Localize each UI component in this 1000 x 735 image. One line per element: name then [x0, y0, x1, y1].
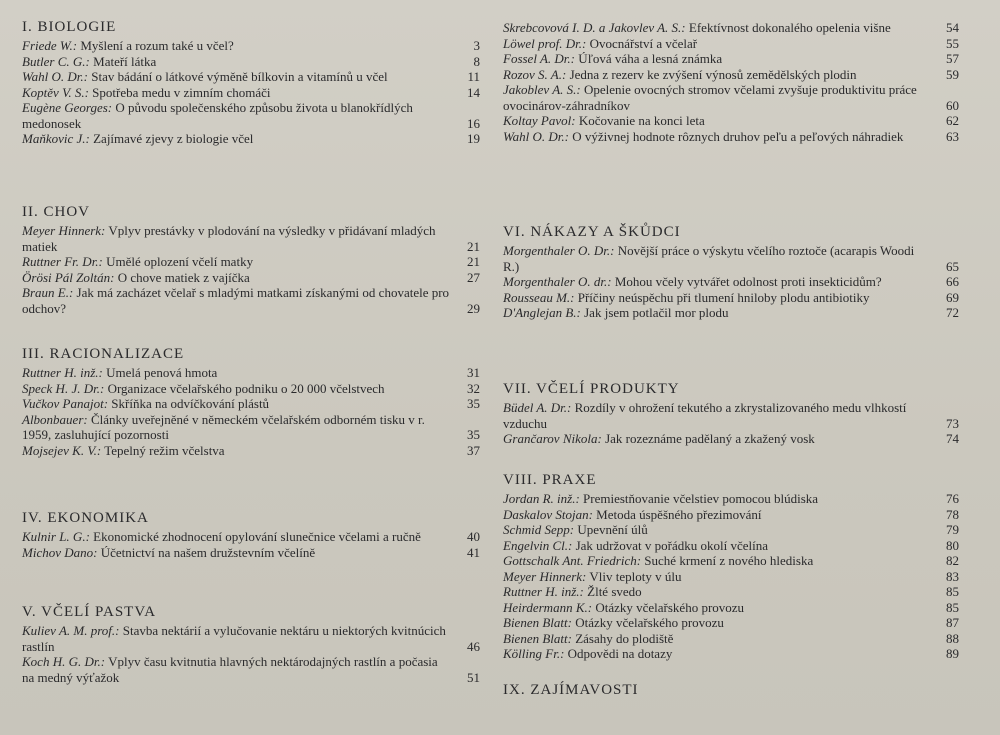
- entry-title: Vplyv času kvitnutia hlavných nektárodajných rastlín a počasia na medný výťažok: [22, 654, 438, 685]
- entry-page-number: 82: [946, 553, 959, 568]
- entry-page-number: 83: [946, 568, 959, 584]
- toc-entry[interactable]: [503, 600, 959, 616]
- entry-title: Novější práce o výskytu včelího roztoče (acarapis Woodi R.): [503, 243, 915, 274]
- entry-title: Spotřeba medu v zimním chomáči: [92, 84, 271, 100]
- toc-section: [503, 223, 959, 321]
- entry-page-number: 89: [946, 646, 959, 661]
- toc-entry[interactable]: [503, 646, 959, 662]
- entry-title: Otázky včelařského provozu: [595, 599, 745, 615]
- toc-section: [503, 20, 959, 144]
- toc-entry[interactable]: [503, 631, 959, 647]
- entry-author: Bienen Blatt:: [503, 630, 572, 646]
- toc-entry[interactable]: [503, 584, 959, 600]
- entry-page-number: 69: [946, 289, 959, 305]
- entry-title: Vliv teploty v úlu: [589, 568, 682, 584]
- entry-author: Koptěv V. S.:: [22, 84, 89, 100]
- entry-title: Ovocnářství a včelař: [589, 35, 698, 51]
- entry-author: Skrebcovová I. D. a Jakovlev A. S.:: [503, 20, 686, 35]
- entry-title: Mohou včely vytvářet odolnost proti insekticidům?: [614, 274, 882, 289]
- entry-author: Kulnir L. G.:: [22, 529, 90, 544]
- entry-page-number: 3: [473, 38, 480, 53]
- entry-author: Morgenthaler O. dr.:: [503, 274, 612, 289]
- entry-title: Mateří látka: [93, 53, 157, 69]
- entry-page-number: 55: [946, 35, 959, 51]
- entry-page-number: 51: [467, 669, 480, 685]
- entry-title: Upevnění úlů: [577, 522, 648, 537]
- entry-page-number: 31: [467, 365, 480, 380]
- entry-page-number: 11: [467, 69, 480, 84]
- toc-section: [503, 380, 959, 447]
- toc-entry[interactable]: [22, 223, 480, 254]
- toc-entry[interactable]: [503, 82, 959, 113]
- entry-author: Friede W.:: [22, 38, 78, 53]
- entry-author: Löwel prof. Dr.:: [503, 35, 587, 51]
- entry-page-number: 85: [946, 599, 959, 615]
- entry-page-number: 35: [467, 427, 480, 442]
- entry-title: O chove matiek z vajíčka: [117, 269, 250, 285]
- entry-page-number: 8: [473, 53, 480, 69]
- toc-entry[interactable]: [503, 129, 959, 145]
- entry-author: Koch H. G. Dr.:: [22, 654, 106, 669]
- toc-section: [22, 203, 480, 316]
- entry-page-number: 63: [946, 128, 959, 144]
- entry-author: Bienen Blatt:: [503, 615, 572, 630]
- entry-page-number: 57: [946, 51, 959, 66]
- entry-page-number: 40: [467, 529, 480, 544]
- entry-title: Umělé oplození včelí matky: [106, 254, 254, 269]
- entry-author: Koltay Pavol:: [503, 113, 576, 128]
- section-title: IX. ZAJÍMAVOSTI: [503, 682, 639, 698]
- entry-page-number: 21: [467, 238, 480, 254]
- toc-entry[interactable]: [22, 381, 480, 397]
- section-title: III. RACIONALIZACE: [22, 346, 185, 362]
- toc-entry[interactable]: [22, 285, 480, 316]
- entry-author: Örösi Pál Zoltán:: [22, 269, 115, 285]
- toc-entry[interactable]: [503, 431, 959, 447]
- section-title: IV. EKONOMIKA: [22, 510, 149, 526]
- entry-title: Články uveřejněné v německém včelařském odborném tisku v r. 1959, zasluhující pozornosti: [22, 411, 425, 442]
- entry-title: Zásahy do plodiště: [575, 630, 674, 646]
- toc-entry[interactable]: [22, 131, 480, 147]
- entry-title: Otázky včelařského provozu: [575, 615, 724, 630]
- entry-page-number: 73: [946, 415, 959, 431]
- entry-author: Ruttner H. inž.:: [503, 584, 584, 599]
- toc-entry[interactable]: [503, 305, 959, 321]
- toc-section: [22, 18, 480, 147]
- entry-author: Wahl O. Dr.:: [503, 128, 569, 144]
- entry-author: Michov Dano:: [22, 544, 98, 560]
- section-title: VI. NÁKAZY A ŠKŮDCI: [503, 224, 681, 240]
- entry-page-number: 72: [946, 305, 959, 320]
- entry-author: Maňkovic J.:: [22, 131, 90, 146]
- entry-title: Kočovanie na konci leta: [578, 113, 705, 128]
- entry-page-number: 46: [467, 638, 480, 654]
- toc-entry[interactable]: [503, 20, 959, 36]
- entry-page-number: 88: [946, 630, 959, 646]
- toc-entry[interactable]: [503, 569, 959, 585]
- entry-author: Eugène Georges:: [22, 100, 113, 115]
- entry-author: Ruttner H. inž.:: [22, 365, 103, 380]
- entry-title: Ekonomické zhodnocení opylování slunečnice včelami a ručně: [93, 529, 421, 544]
- entry-page-number: 14: [467, 84, 480, 100]
- toc-section: [22, 345, 480, 458]
- entry-title: Rozdíly v ohrožení tekutého a zkrystalizovaného medu vlhkostí vzduchu: [503, 400, 907, 431]
- entry-author: Vučkov Panajot:: [22, 396, 109, 411]
- entry-author: Albonbauer:: [22, 411, 88, 427]
- entry-page-number: 21: [467, 254, 480, 269]
- entry-author: Grančarov Nikola:: [503, 431, 602, 446]
- entry-author: Mojsejev K. V.:: [22, 442, 102, 458]
- toc-entry[interactable]: [22, 412, 480, 443]
- toc-entry[interactable]: [503, 522, 959, 538]
- toc-entry[interactable]: [503, 274, 959, 290]
- entry-author: Heirdermann K.:: [503, 599, 593, 615]
- entry-title: Příčiny neúspěchu při tlumení hniloby plodu antibiotiky: [577, 289, 870, 305]
- entry-page-number: 37: [467, 442, 480, 458]
- toc-section: [22, 603, 480, 685]
- entry-author: Wahl O. Dr.:: [22, 69, 88, 84]
- toc-entry[interactable]: [22, 623, 480, 654]
- toc-entry[interactable]: [22, 443, 480, 459]
- entry-title: Jedna z rezerv ke zvýšení výnosů zemědělských plodin: [569, 66, 857, 82]
- entry-author: Butler C. G.:: [22, 53, 90, 69]
- entry-author: Speck H. J. Dr.:: [22, 380, 105, 396]
- toc-entry[interactable]: [503, 400, 959, 431]
- toc-entry[interactable]: [503, 615, 959, 631]
- toc-entry[interactable]: [503, 553, 959, 569]
- entry-author: Schmid Sepp:: [503, 522, 575, 537]
- entry-title: Metoda úspěšného přezimování: [596, 506, 762, 522]
- entry-page-number: 29: [467, 300, 480, 316]
- toc-entry[interactable]: [503, 507, 959, 523]
- entry-title: O původu společenského způsobu života u blanokřídlých medonosek: [22, 100, 413, 131]
- entry-author: Meyer Hinnerk:: [22, 223, 106, 238]
- toc-entry[interactable]: [22, 85, 480, 101]
- entry-author: Jakoblev A. S.:: [503, 82, 581, 97]
- entry-title: Tepelný režim včelstva: [104, 442, 225, 458]
- entry-author: Daskalov Stojan:: [503, 506, 593, 522]
- section-title: VII. VČELÍ PRODUKTY: [503, 381, 680, 397]
- entry-author: Jordan R. inž.:: [503, 491, 580, 506]
- toc-entry[interactable]: [22, 254, 480, 270]
- entry-page-number: 27: [467, 269, 480, 285]
- toc-section: [22, 509, 480, 560]
- entry-author: Kuliev A. M. prof.:: [22, 623, 120, 638]
- entry-title: Myšlení a rozum také u včel?: [80, 38, 234, 53]
- entry-author: Morgenthaler O. Dr.:: [503, 243, 615, 258]
- toc-entry[interactable]: [503, 491, 959, 507]
- entry-title: Efektívnost dokonalého opelenia višne: [688, 20, 891, 35]
- entry-author: Rozov S. A.:: [503, 66, 567, 82]
- entry-title: Odpovědi na dotazy: [567, 646, 673, 661]
- toc-entry[interactable]: [503, 51, 959, 67]
- entry-author: D'Anglejan B.:: [503, 305, 581, 320]
- entry-page-number: 60: [946, 97, 959, 113]
- entry-title: Úľová váha a lesná známka: [578, 51, 723, 66]
- section-title: I. BIOLOGIE: [22, 19, 117, 35]
- entry-author: Rousseau M.:: [503, 289, 575, 305]
- entry-author: Gottschalk Ant. Friedrich:: [503, 553, 642, 568]
- entry-title: Účetnictví na našem družstevním včelíně: [100, 544, 316, 560]
- toc-entry[interactable]: [503, 290, 959, 306]
- toc-entry[interactable]: [22, 654, 480, 685]
- toc-entry[interactable]: [503, 113, 959, 129]
- toc-entry[interactable]: [503, 36, 959, 52]
- entry-page-number: 80: [946, 537, 959, 553]
- toc-section: [503, 471, 959, 662]
- entry-author: Braun E.:: [22, 285, 74, 300]
- entry-page-number: 62: [946, 113, 959, 128]
- toc-entry[interactable]: [22, 54, 480, 70]
- entry-title: Jak jsem potlačil mor plodu: [584, 305, 729, 320]
- entry-title: Organizace včelařského podniku o 20 000 včelstvech: [107, 380, 385, 396]
- entry-page-number: 65: [946, 258, 959, 274]
- entry-author: Fossel A. Dr.:: [503, 51, 575, 66]
- entry-title: Premiestňovanie včelstiev pomocou blúdiska: [583, 491, 819, 506]
- entry-author: Ruttner Fr. Dr.:: [22, 254, 103, 269]
- entry-author: Meyer Hinnerk:: [503, 568, 587, 584]
- toc-entry[interactable]: [503, 538, 959, 554]
- section-title: VIII. PRAXE: [503, 472, 597, 488]
- entry-page-number: 76: [946, 491, 959, 506]
- entry-title: Vplyv prestávky v plodování na výsledky v přidávaní mladých matiek: [22, 223, 436, 254]
- entry-page-number: 35: [467, 396, 480, 411]
- entry-author: Büdel A. Dr.:: [503, 400, 572, 415]
- toc-entry[interactable]: [503, 67, 959, 83]
- entry-title: Stav bádání o látkové výměně bílkovin a vitamínů u včel: [91, 69, 388, 84]
- entry-page-number: 19: [467, 131, 480, 146]
- toc-entry[interactable]: [22, 396, 480, 412]
- entry-title: Žlté svedo: [587, 584, 642, 599]
- entry-page-number: 85: [946, 584, 959, 599]
- entry-title: O výživnej hodnote rôznych druhov peľu a peľových náhradiek: [572, 128, 904, 144]
- section-title: II. CHOV: [22, 204, 90, 220]
- toc-entry[interactable]: [22, 69, 480, 85]
- entry-title: Jak rozeznáme padělaný a zkažený vosk: [605, 431, 815, 446]
- entry-page-number: 66: [946, 274, 959, 289]
- entry-title: Umelá penová hmota: [106, 365, 218, 380]
- section-title: V. VČELÍ PASTVA: [22, 604, 157, 620]
- entry-author: Engelvin Cl.:: [503, 537, 573, 553]
- entry-author: Kölling Fr.:: [503, 646, 565, 661]
- entry-title: Jak má zacházet včelař s mladými matkami získanými od chovatele pro odchov?: [22, 285, 450, 316]
- toc-entry[interactable]: [22, 545, 480, 561]
- toc-entry[interactable]: [22, 270, 480, 286]
- toc-entry[interactable]: [22, 529, 480, 545]
- toc-entry[interactable]: [22, 100, 480, 131]
- toc-entry[interactable]: [22, 38, 480, 54]
- entry-page-number: 87: [946, 615, 959, 630]
- toc-section: [503, 681, 959, 701]
- entry-title: Jak udržovat v pořádku okolí včelína: [575, 537, 768, 553]
- entry-page-number: 74: [946, 431, 959, 446]
- entry-page-number: 41: [467, 544, 480, 560]
- entry-page-number: 78: [946, 506, 959, 522]
- entry-page-number: 16: [467, 115, 480, 131]
- entry-title: Stavba nektárií a vylučovanie nektáru u niektorých kvitnúcich rastlín: [22, 623, 446, 654]
- entry-title: Opelenie ovocných stromov včelami zvyšuje produktivitu práce ovocinárov-záhradníkov: [503, 82, 917, 113]
- entry-page-number: 59: [946, 66, 959, 82]
- entry-title: Zajímavé zjevy z biologie včel: [93, 131, 254, 146]
- toc-entry[interactable]: [503, 243, 959, 274]
- entry-page-number: 32: [467, 380, 480, 396]
- toc-entry[interactable]: [22, 365, 480, 381]
- entry-page-number: 54: [946, 20, 959, 35]
- entry-title: Skříňka na odvíčkování plástů: [111, 396, 270, 411]
- entry-page-number: 79: [946, 522, 959, 537]
- entry-title: Suché krmení z nového hlediska: [644, 553, 814, 568]
